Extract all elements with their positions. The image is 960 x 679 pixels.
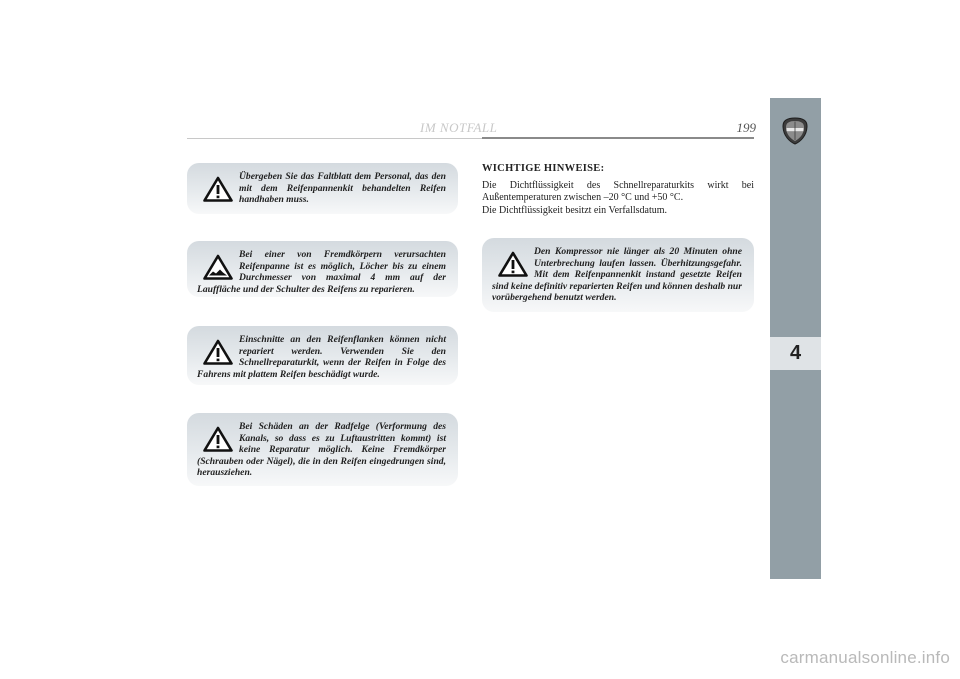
section-title: IM NOTFALL bbox=[420, 120, 498, 135]
warning-triangle-icon bbox=[203, 254, 233, 280]
warning-triangle-icon bbox=[203, 176, 233, 202]
warning-triangle-icon bbox=[203, 339, 233, 365]
warning-text: Einschnitte an den Reifenflanken können nicht repariert werden. Verwenden Sie den Schnellreparaturkit, wenn der Reifen in Folge des Fahrens mit plattem Reifen beschädigt wurde. bbox=[197, 334, 446, 380]
warning-text: Bei Schäden an der Radfelge (Verformung des Kanals, so dass es zu Luftaustritten kommt) ist keine Reparatur möglich. Keine Fremdkörper (Schrauben oder Nägel), die in den Reifen eingedrungen sind, herausziehen. bbox=[197, 421, 446, 479]
page-number: 199 bbox=[736, 120, 756, 135]
warning-triangle-icon bbox=[498, 251, 528, 277]
warning-triangle-icon bbox=[203, 426, 233, 452]
warning-text: Den Kompressor nie länger als 20 Minuten ohne Unterbrechung laufen lassen. Überhitzungsgefahr. Mit dem Reifenpannenkit instand gesetzte Reifen sind keine definitiv reparierten Reifen und können deshalb nur vorübergehend benutzt werden. bbox=[492, 246, 742, 304]
warning-box-rim bbox=[187, 413, 458, 486]
notes-title: WICHTIGE HINWEISE: bbox=[482, 163, 605, 174]
notes-paragraph-temperature: Die Dichtflüssigkeit des Schnellreparaturkits wirkt bei Außentemperaturen zwischen –20 °C und +50 °C. bbox=[482, 180, 754, 203]
warning-box-leaflet bbox=[187, 163, 458, 214]
warning-text: Bei einer von Fremdkörpern verursachten Reifenpanne ist es möglich, Löcher bis zu einem Durchmesser von maximal 4 mm auf der Lauffläche und der Schulter des Reifens zu reparieren. bbox=[197, 249, 446, 295]
warning-box-sidewall bbox=[187, 326, 458, 385]
lancia-shield-logo bbox=[780, 116, 810, 146]
header-rule-accent bbox=[482, 137, 754, 139]
chapter-tab[interactable]: 4 bbox=[770, 337, 821, 370]
watermark: carmanualsonline.info bbox=[780, 648, 950, 667]
notes-paragraph-expiry: Die Dichtflüssigkeit besitzt ein Verfallsdatum. bbox=[482, 205, 668, 216]
warning-text: Übergeben Sie das Faltblatt dem Personal, das den mit dem Reifenpannenkit behandelten Reifen handhaben muss. bbox=[239, 171, 446, 206]
warning-box-compressor bbox=[482, 238, 754, 312]
warning-box-puncture bbox=[187, 241, 458, 297]
